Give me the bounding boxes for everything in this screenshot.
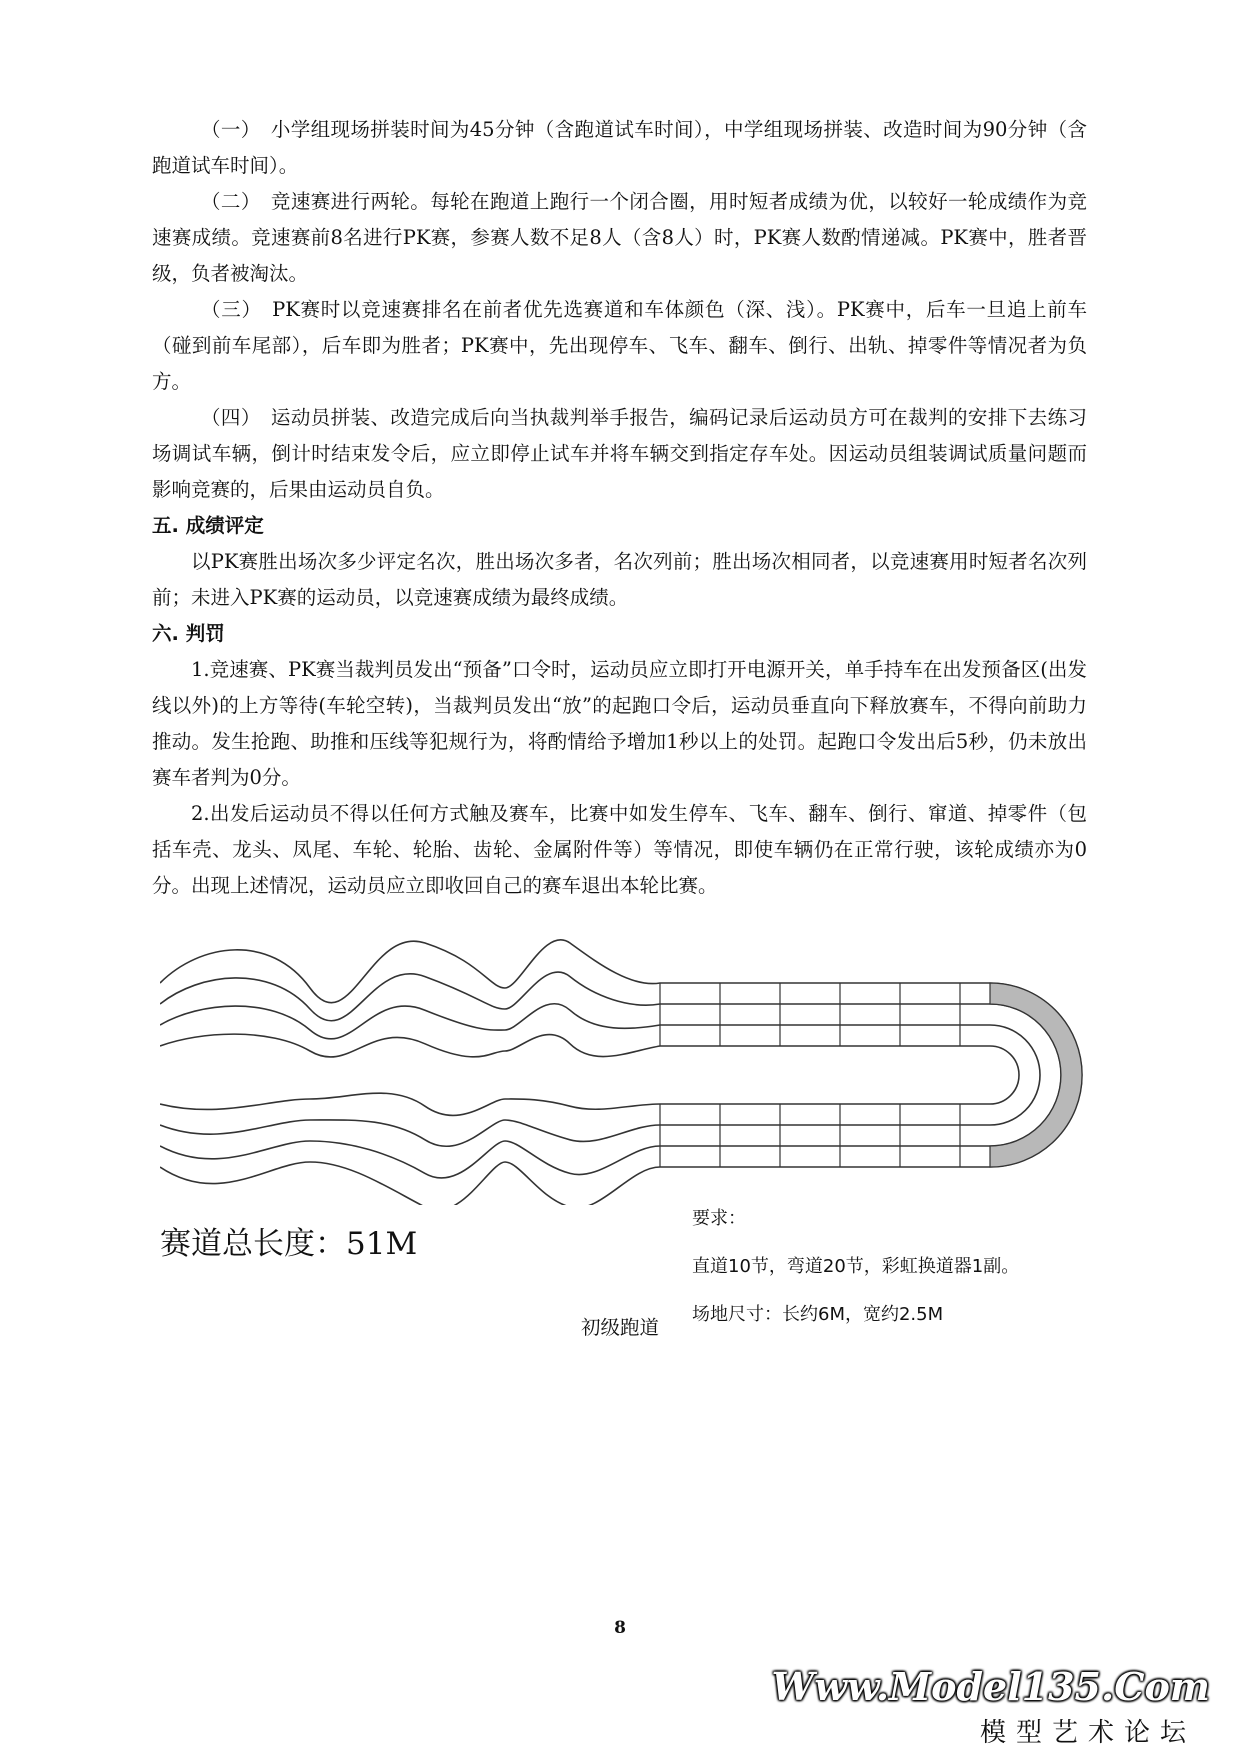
paragraph-4: （四） 运动员拼装、改造完成后向当执裁判举手报告，编码记录后运动员方可在裁判的安排下去练习场调试车辆，倒计时结束发令后，应立即停止试车并将车辆交到指定存车处。因运动员组装调试质量问题而影响竞赛的，后果由运动员自负。 <box>152 406 1087 501</box>
requirements-line-2: 场地尺寸：长约6M，宽约2.5M <box>692 1304 944 1325</box>
requirements-line-1: 直道10节，弯道20节，彩虹换道器1副。 <box>692 1256 1020 1277</box>
track-length-label: 赛道总长度：51M <box>160 1226 418 1262</box>
section-heading-penalties: 六. 判罚 <box>152 622 225 645</box>
track-line-4 <box>160 1034 1019 1115</box>
track-line-2 <box>160 972 1061 1178</box>
track-diagram <box>160 935 1090 1205</box>
paragraph-2: （二） 竞速赛进行两轮。每轮在跑道上跑行一个闭合圈，用时短者成绩为优，以较好一轮成绩作为竞速赛成绩。竞速赛前8名进行PK赛，参赛人数不足8人（含8人）时，PK赛人数酌情递减。PK赛中，胜者晋级，负者被淘汰。 <box>152 190 1087 285</box>
requirements-title: 要求： <box>692 1208 746 1229</box>
body-text <box>152 112 1087 904</box>
penalty-rule-1: 1.竞速赛、PK赛当裁判员发出“预备”口令时，运动员应立即打开电源开关，单手持车在出发预备区(出发线以外)的上方等待(车轮空转)，当裁判员发出“放”的起跑口令后，运动员垂直向下释放赛车，不得向前助力推动。发生抢跑、助推和压线等犯规行为，将酌情给予增加1秒以上的处罚。起跑口令发出后5秒，仍未放出赛车者判为0分。 <box>152 658 1087 789</box>
track-line-3 <box>160 1004 1040 1147</box>
page-number: 8 <box>614 1618 626 1638</box>
rainbow-lane-changer <box>990 983 1082 1167</box>
watermark-site-name: 模型艺术论坛 <box>979 1718 1196 1748</box>
scoring-paragraph: 以PK赛胜出场次多少评定名次，胜出场次多者，名次列前；胜出场次相同者，以竞速赛用时短者名次列前；未进入PK赛的运动员，以竞速赛成绩为最终成绩。 <box>152 550 1087 609</box>
figure-caption: 初级跑道 <box>580 1316 659 1339</box>
watermark-url: Www.Model135.Com <box>771 1664 1210 1709</box>
section-heading-scoring: 五. 成绩评定 <box>152 514 264 537</box>
penalty-rule-2: 2.出发后运动员不得以任何方式触及赛车，比赛中如发生停车、飞车、翻车、倒行、窜道、掉零件（包括车壳、龙头、凤尾、车轮、轮胎、齿轮、金属附件等）等情况，即使车辆仍在正常行驶，该轮成绩亦为0分。出现上述情况，运动员应立即收回自己的赛车退出本轮比赛。 <box>152 802 1087 897</box>
paragraph-1: （一） 小学组现场拼装时间为45分钟（含跑道试车时间），中学组现场拼装、改造时间为90分钟（含跑道试车时间）。 <box>152 118 1087 177</box>
track-line-1 <box>160 940 1082 1205</box>
paragraph-3: （三） PK赛时以竞速赛排名在前者优先选赛道和车体颜色（深、浅）。PK赛中，后车一旦追上前车（碰到前车尾部），后车即为胜者；PK赛中，先出现停车、飞车、翻车、倒行、出轨、掉零件等情况者为负方。 <box>152 298 1087 393</box>
